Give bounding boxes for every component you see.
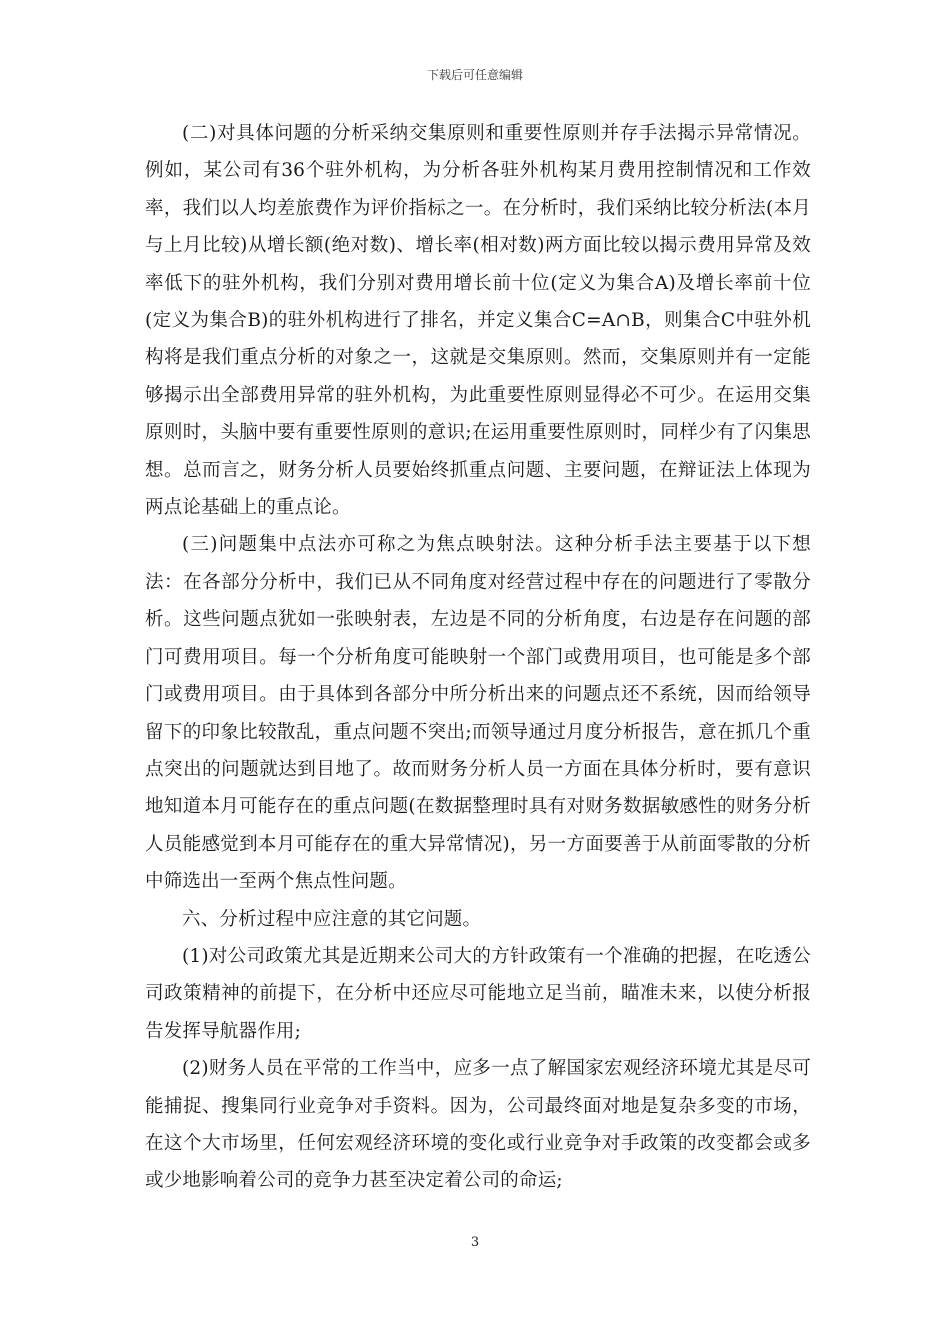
document-body [145, 115, 811, 1200]
section-heading-other-issues: 六、分析过程中应注意的其它问题。 [182, 908, 482, 930]
paragraph-focus-mapping: (三)问题集中点法亦可称之为焦点映射法。这种分析手法主要基于以下想法：在各部分分析中，我们已从不同角度对经营过程中存在的问题进行了零散分析。这些问题点犹如一张映射表，左边是不同的分析角度，右边是存在问题的部门可费用项目。每一个分析角度可能映射一个部门或费用项目，也可能是多个部门或费用项目。由于具体到各部分中所分析出来的问题点还不系统，因而给领导留下的印象比较散乱，重点问题不突出;而领导通过月度分析报告，意在抓几个重点突出的问题就达到目地了。故而财务分析人员一方面在具体分析时，要有意识地知道本月可能存在的重点问题(在数据整理时具有对财务数据敏感性的财务分析人员能感觉到本月可能存在的重大异常情况)，另一方面要善于从前面零散的分析中筛选出一至两个焦点性问题。 [145, 534, 811, 893]
page-header: 下载后可任意编辑 [426, 68, 523, 82]
paragraph-company-policy: (1)对公司政策尤其是近期来公司大的方针政策有一个准确的把握，在吃透公司政策精神的前提下，在分析中还应尽可能地立足当前，瞄准未来，以使分析报告发挥导航器作用; [145, 945, 811, 1042]
paragraph-macro-environment: (2)财务人员在平常的工作当中，应多一点了解国家宏观经济环境尤其是尽可能捕捉、搜集同行业竞争对手资料。因为，公司最终面对地是复杂多变的市场，在这个大市场里，任何宏观经济环境的变化或行业竞争对手政策的改变都会或多或少地影响着公司的竞争力甚至决定着公司的命运; [145, 1058, 811, 1192]
paragraph-intersection-principle: (二)对具体问题的分析采纳交集原则和重要性原则并存手法揭示异常情况。例如，某公司有36个驻外机构，为分析各驻外机构某月费用控制情况和工作效率，我们以人均差旅费作为评价指标之一。在分析时，我们采纳比较分析法(本月与上月比较)从增长额(绝对数)、增长率(相对数)两方面比较以揭示费用异常及效率低下的驻外机构，我们分别对费用增长前十位(定义为集合A)及增长率前十位(定义为集合B)的驻外机构进行了排名，并定义集合C=A∩B，则集合C中驻外机构将是我们重点分析的对象之一，这就是交集原则。然而，交集原则并有一定能够揭示出全部费用异常的驻外机构，为此重要性原则显得必不可少。在运用交集原则时，头脑中要有重要性原则的意识;在运用重要性原则时，同样少有了闪集思想。总而言之，财务分析人员要始终抓重点问题、主要问题，在辩证法上体现为两点论基础上的重点论。 [145, 123, 811, 519]
page-number: 3 [470, 1235, 480, 1250]
